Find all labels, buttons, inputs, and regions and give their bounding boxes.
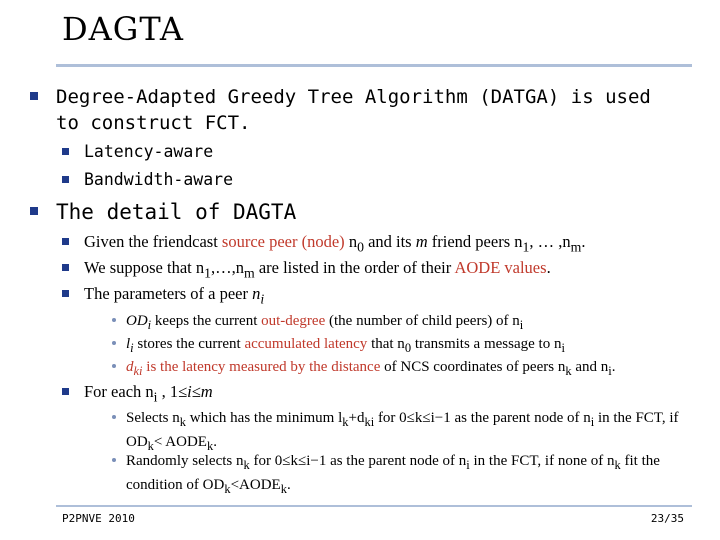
sub-bullet-suppose <box>62 257 702 284</box>
sub-bullet-bandwidth <box>62 169 233 191</box>
square-bullet-icon <box>30 92 38 100</box>
sub-bullet-latency-text: Latency-aware <box>84 142 214 161</box>
square-bullet-icon <box>62 264 69 271</box>
slide-number: 23/35 <box>650 512 684 525</box>
square-bullet-icon <box>30 207 38 215</box>
dot-bullet-icon <box>112 415 116 419</box>
dot-bullet-icon <box>112 341 116 345</box>
sub-bullet-given-text: Given the friendcast source peer (node) $n_0$ and its m friend peers $n_1$, … $,n_m$. <box>84 232 586 255</box>
square-bullet-icon <box>62 148 69 155</box>
dot-bullet-icon <box>112 458 116 462</box>
page-title: DAGTA <box>62 10 185 48</box>
rule-random-select <box>112 451 697 499</box>
sub-bullet-given <box>62 231 702 258</box>
sub-bullet-for-each <box>62 381 213 408</box>
square-bullet-icon <box>62 388 69 395</box>
sub-bullet-latency <box>62 141 213 163</box>
rule-select-min-text: Selects $n_k$ which has the minimum $l_k+d_{ki}$ for 0≤k≤i−1 as the parent node of $n_i$ in the FCT, if $OD_k<$ $AODE_k$. <box>126 410 679 453</box>
footer-divider <box>56 505 692 507</box>
sub-bullet-bandwidth-text: Bandwidth-aware <box>84 170 234 189</box>
param-li <box>112 334 712 358</box>
bullet-datga <box>30 84 700 136</box>
square-bullet-icon <box>62 290 69 297</box>
sub-bullet-parameters-text: The parameters of a peer $n_i$ <box>84 284 265 307</box>
param-li-text: $l_i$ stores the current accumulated latency that $n_0$ transmits a message to $n_i$ <box>126 336 565 355</box>
param-dki-text: $d_{ki}$ is the latency measured by the distance of NCS coordinates of peers $n_k$ and $n_i$. <box>126 359 616 378</box>
bullet-datga-text: Degree-Adapted Greedy Tree Algorithm (DATGA) is used to construct FCT. <box>56 86 651 134</box>
param-odi <box>112 311 712 335</box>
rule-random-select-text: Randomly selects $n_k$ for 0≤k≤i−1 as the parent node of $n_i$ in the FCT, if none of $n_k$ fit the condition of $OD_k<AODE_k$. <box>126 453 660 496</box>
rule-select-min <box>112 408 697 456</box>
bullet-detail-text: The detail of DAGTA <box>56 200 297 224</box>
dot-bullet-icon <box>112 364 116 368</box>
bullet-detail <box>30 199 296 225</box>
title-divider <box>56 64 692 67</box>
sub-bullet-for-each-text: For each $n_i$ , 1≤i≤m <box>84 382 213 405</box>
param-dki <box>112 357 712 381</box>
sub-bullet-parameters <box>62 283 264 310</box>
sub-bullet-suppose-text: We suppose that $n_1,\dots,n_m$ are listed in the order of their AODE values. <box>84 258 551 281</box>
square-bullet-icon <box>62 176 69 183</box>
param-odi-text: $OD_i$ keeps the current out-degree (the number of child peers) of $n_i$ <box>126 313 524 332</box>
footer-conference: P2PNVE 2010 <box>62 512 135 525</box>
dot-bullet-icon <box>112 318 116 322</box>
square-bullet-icon <box>62 238 69 245</box>
